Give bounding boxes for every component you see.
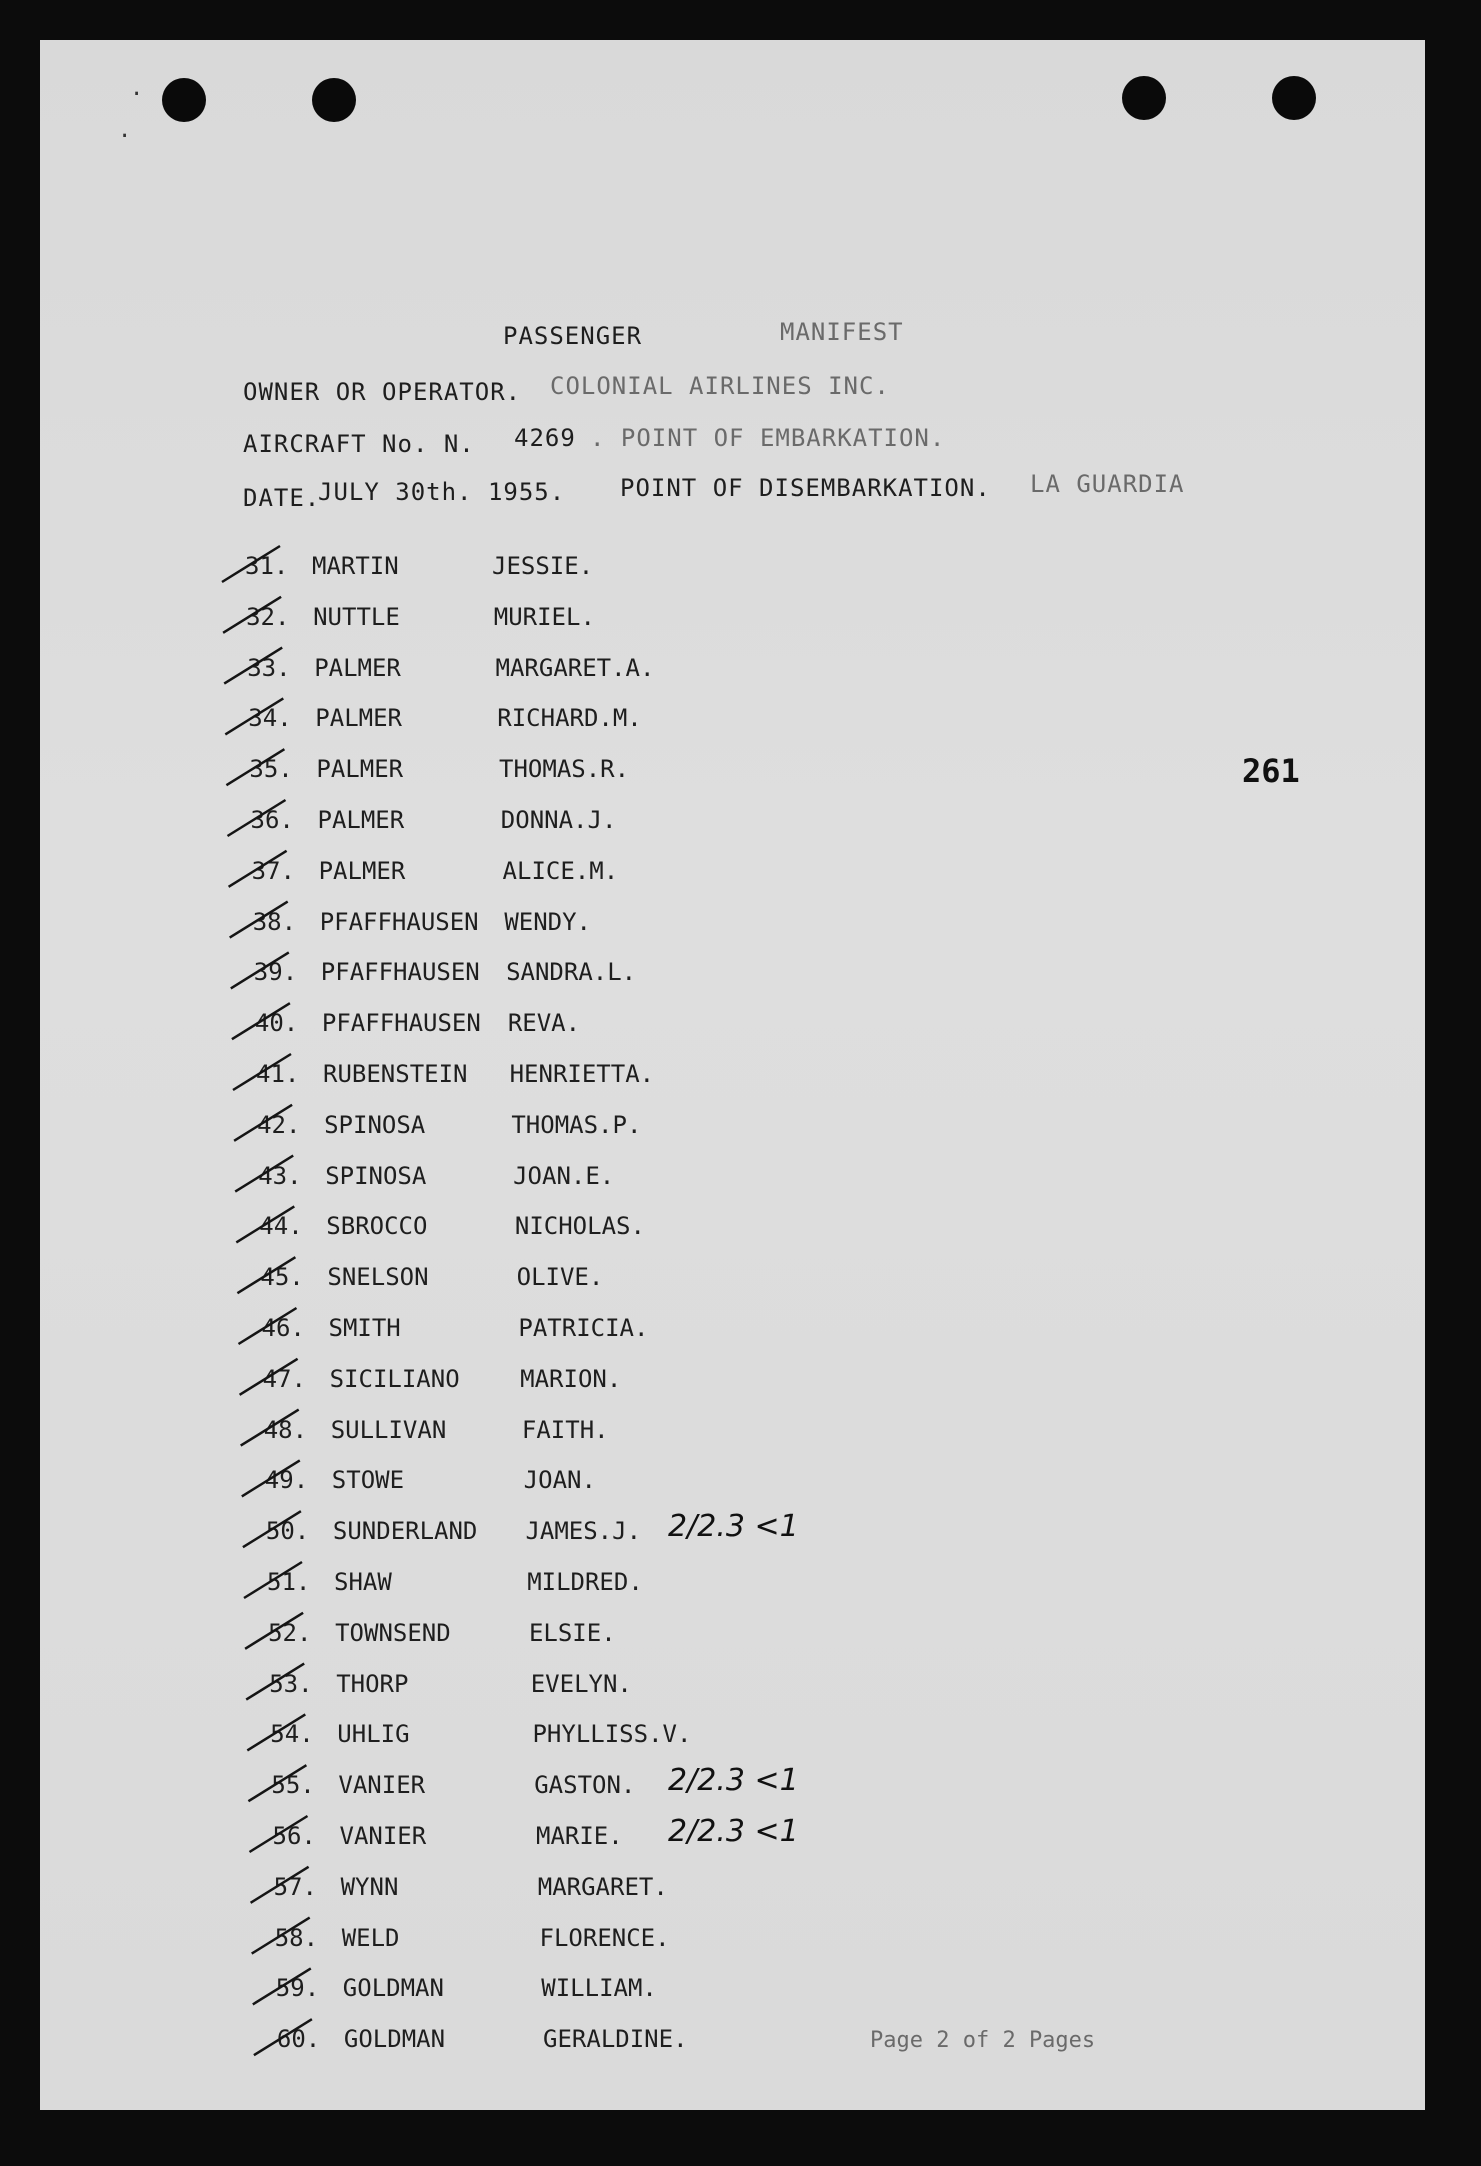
passenger-number: 33. <box>247 653 291 682</box>
pen-tick <box>230 902 288 938</box>
pen-tick <box>222 546 280 582</box>
date-value: JULY 30th. 1955. <box>318 478 566 506</box>
passenger-given-name: MARGARET. <box>537 1872 668 1901</box>
passenger-surname: PALMER <box>316 755 404 784</box>
manifest-title-left: PASSENGER <box>503 322 643 350</box>
passenger-number: 54. <box>270 1720 314 1749</box>
passenger-number: 51. <box>267 1568 311 1596</box>
passenger-number: 35. <box>249 755 293 784</box>
passenger-surname: PALMER <box>314 653 401 682</box>
passenger-number: 36. <box>250 806 294 834</box>
passenger-surname: VANIER <box>338 1771 426 1800</box>
pen-tick <box>233 1054 291 1090</box>
passenger-surname: THORP <box>336 1669 409 1698</box>
passenger-given-name: WILLIAM. <box>541 1974 657 2003</box>
passenger-number: 43. <box>258 1161 302 1190</box>
passenger-number: 31. <box>245 552 289 580</box>
passenger-surname: MARTIN <box>312 552 399 580</box>
passenger-given-name: PATRICIA. <box>518 1314 649 1342</box>
passenger-given-name: REVA. <box>507 1009 581 1038</box>
pen-tick <box>235 1156 293 1192</box>
passenger-number: 39. <box>253 958 298 987</box>
passenger-surname: PFAFFHAUSEN <box>320 958 480 987</box>
passenger-number: 49. <box>264 1466 309 1495</box>
ink-speckle: · <box>118 124 132 149</box>
passenger-number: 37. <box>251 856 295 885</box>
pen-tick <box>232 1003 290 1039</box>
passenger-surname: RUBENSTEIN <box>323 1060 468 1088</box>
passenger-given-name: JOAN.E. <box>513 1161 615 1190</box>
passenger-surname: SULLIVAN <box>330 1415 447 1444</box>
ink-speckle: · <box>130 82 144 107</box>
passenger-given-name: PHYLLISS.V. <box>532 1720 692 1749</box>
pen-tick <box>245 1613 303 1649</box>
pen-tick <box>242 1460 300 1496</box>
pen-tick <box>244 1562 302 1598</box>
pen-tick <box>248 1765 306 1801</box>
passenger-given-name: JAMES.J. <box>525 1517 642 1546</box>
disembarkation-value: LA GUARDIA <box>1030 470 1185 498</box>
passenger-surname: SPINOSA <box>325 1161 427 1190</box>
passenger-number: 58. <box>274 1923 319 1952</box>
handwritten-note: 2/2.3 <1 <box>668 1509 799 1545</box>
passenger-surname: PFAFFHAUSEN <box>321 1009 481 1038</box>
passenger-given-name: MURIEL. <box>493 602 595 631</box>
passenger-given-name: OLIVE. <box>516 1263 604 1292</box>
passenger-number: 47. <box>262 1364 306 1393</box>
passenger-number: 59. <box>275 1974 320 2003</box>
passenger-surname: TOWNSEND <box>335 1618 451 1647</box>
pen-tick <box>254 2019 312 2055</box>
passenger-surname: GOLDMAN <box>342 1974 444 2003</box>
pen-tick <box>246 1664 304 1700</box>
pen-tick <box>251 1867 309 1903</box>
passenger-given-name: FAITH. <box>521 1415 609 1444</box>
passenger-number: 56. <box>272 1822 316 1850</box>
passenger-given-name: DONNA.J. <box>500 806 617 834</box>
passenger-surname: PALMER <box>315 704 402 733</box>
passenger-number: 60. <box>276 2025 321 2054</box>
passenger-number: 57. <box>273 1872 317 1901</box>
passenger-given-name: JOAN. <box>523 1466 596 1495</box>
passenger-given-name: FLORENCE. <box>539 1923 670 1952</box>
passenger-surname: SHAW <box>334 1568 392 1596</box>
passenger-surname: SUNDERLAND <box>332 1517 478 1546</box>
date-label: DATE. <box>243 484 321 512</box>
passenger-given-name: MARGARET.A. <box>495 653 655 682</box>
passenger-number: 48. <box>263 1415 308 1444</box>
aircraft-label: AIRCRAFT No. N. <box>243 430 475 458</box>
passenger-given-name: THOMAS.P. <box>511 1110 642 1139</box>
passenger-surname: SBROCCO <box>326 1212 428 1241</box>
pen-tick <box>237 1257 295 1293</box>
passenger-surname: NUTTLE <box>313 602 400 631</box>
passenger-number: 44. <box>259 1212 303 1241</box>
pen-tick <box>225 698 283 734</box>
passenger-given-name: EVELYN. <box>530 1669 632 1698</box>
handwritten-note: 2/2.3 <1 <box>668 1814 799 1849</box>
owner-label: OWNER OR OPERATOR. <box>243 378 522 406</box>
disembarkation-label: POINT OF DISEMBARKATION. <box>620 474 991 502</box>
passenger-number: 41. <box>256 1060 300 1088</box>
pen-tick <box>236 1206 294 1242</box>
passenger-given-name: SANDRA.L. <box>506 958 637 987</box>
pen-tick <box>247 1714 305 1750</box>
passenger-surname: VANIER <box>339 1822 427 1850</box>
passenger-surname: GOLDMAN <box>343 2025 446 2054</box>
passenger-number: 38. <box>252 907 297 936</box>
passenger-number: 52. <box>268 1618 312 1647</box>
footer-page-count: Page 2 of 2 Pages <box>870 2028 1096 2053</box>
passenger-number: 50. <box>265 1517 310 1546</box>
passenger-surname: SICILIANO <box>329 1364 460 1393</box>
pen-tick <box>229 851 287 887</box>
pen-tick <box>239 1308 297 1344</box>
pen-tick <box>224 648 282 684</box>
passenger-number: 40. <box>254 1009 299 1038</box>
passenger-number: 32. <box>246 602 290 631</box>
passenger-given-name: WENDY. <box>504 907 592 936</box>
passenger-given-name: GASTON. <box>534 1771 636 1800</box>
embarkation-label: . POINT OF EMBARKATION. <box>590 424 946 452</box>
passenger-given-name: ALICE.M. <box>502 856 619 885</box>
pen-tick <box>228 800 286 836</box>
pen-tick <box>231 952 289 988</box>
passenger-number: 45. <box>260 1263 304 1292</box>
pen-tick <box>252 1918 310 1954</box>
pen-tick <box>223 597 281 633</box>
passenger-number: 46. <box>261 1314 305 1342</box>
manifest-title-right: MANIFEST <box>780 318 904 346</box>
passenger-surname: SMITH <box>328 1314 401 1342</box>
passenger-number: 34. <box>248 704 292 733</box>
passenger-surname: PALMER <box>318 856 406 885</box>
passenger-given-name: RICHARD.M. <box>497 704 642 733</box>
passenger-surname: STOWE <box>331 1466 405 1495</box>
passenger-number: 53. <box>269 1669 313 1698</box>
owner-value: COLONIAL AIRLINES INC. <box>550 372 890 400</box>
pen-tick <box>234 1105 292 1141</box>
passenger-given-name: MILDRED. <box>527 1568 643 1596</box>
passenger-surname: SNELSON <box>327 1263 429 1292</box>
passenger-number: 55. <box>271 1771 315 1800</box>
passenger-given-name: MARION. <box>520 1364 622 1393</box>
passenger-number: 42. <box>257 1110 301 1139</box>
passenger-surname: PALMER <box>317 806 405 834</box>
passenger-given-name: ELSIE. <box>528 1618 616 1647</box>
passenger-surname: WELD <box>341 1923 400 1952</box>
aircraft-number: 4269 <box>514 424 576 452</box>
page-number: 261 <box>1242 752 1300 790</box>
passenger-given-name: HENRIETTA. <box>509 1060 655 1088</box>
pen-tick <box>226 749 284 785</box>
pen-tick <box>241 1410 299 1446</box>
passenger-surname: SPINOSA <box>324 1110 426 1139</box>
passenger-given-name: GERALDINE. <box>543 2025 688 2054</box>
pen-tick <box>253 1968 311 2004</box>
passenger-given-name: THOMAS.R. <box>499 755 630 784</box>
passenger-surname: PFAFFHAUSEN <box>319 907 479 936</box>
passenger-given-name: MARIE. <box>536 1822 623 1850</box>
passenger-surname: UHLIG <box>337 1720 410 1749</box>
passenger-surname: WYNN <box>340 1872 399 1901</box>
pen-tick <box>250 1816 308 1852</box>
handwritten-note: 2/2.3 <1 <box>668 1763 799 1799</box>
passenger-given-name: NICHOLAS. <box>514 1212 645 1241</box>
pen-tick <box>240 1359 298 1395</box>
passenger-given-name: JESSIE. <box>492 552 594 580</box>
pen-tick <box>243 1511 301 1547</box>
